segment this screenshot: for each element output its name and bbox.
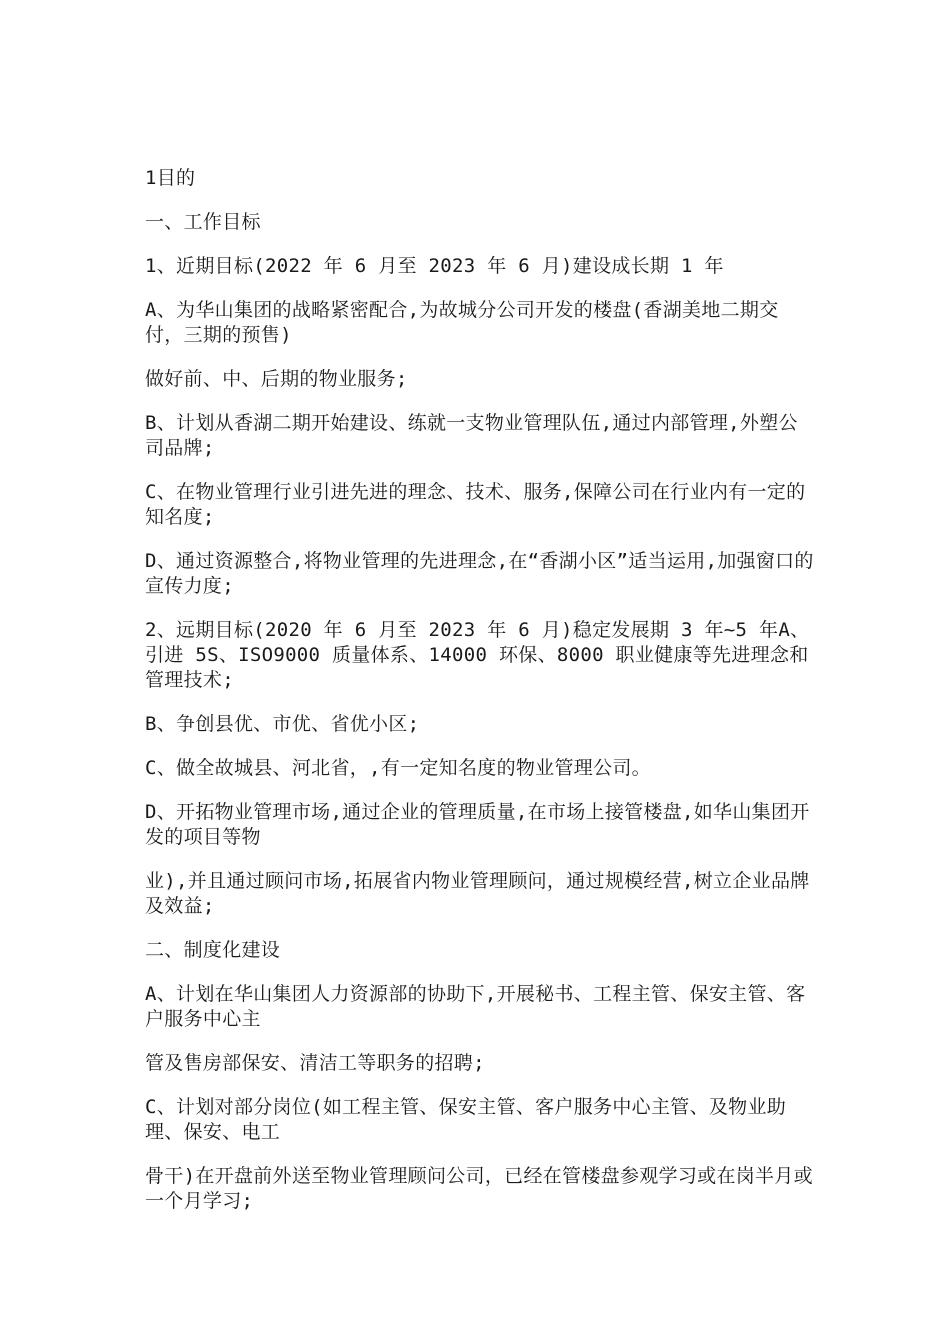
long-term-goal-paragraph: 2、远期目标(2020 年 6 月至 2023 年 6 月)稳定发展期 3 年~5 年A、引进 5S、ISO9000 质量体系、14000 环保、8000 职业健康等先进理念和管理技术; (145, 619, 810, 691)
long-term-item-b: B、争创县优、市优、省优小区; (145, 713, 420, 735)
short-term-item-b: B、计划从香湖二期开始建设、练就一支物业管理队伍,通过内部管理,外塑公司品牌; (145, 412, 798, 459)
section-heading-work-goals: 一、工作目标 (145, 211, 261, 233)
institution-item-c-continued: 骨干)在开盘前外送至物业管理顾问公司，已经在管楼盘参观学习或在岗半月或一个月学习; (145, 1165, 813, 1212)
long-term-item-c: C、做全故城县、河北省，,有一定知名度的物业管理公司。 (145, 757, 651, 779)
document-body (145, 166, 815, 1233)
long-term-item-d: D、开拓物业管理市场,通过企业的管理质量,在市场上接管楼盘,如华山集团开发的项目等物 (145, 801, 810, 848)
section-heading-institutional-building: 二、制度化建设 (145, 939, 281, 961)
institution-item-a: A、计划在华山集团人力资源部的协助下,开展秘书、工程主管、保安主管、客户服务中心主 (145, 983, 806, 1030)
short-term-item-a-continued: 做好前、中、后期的物业服务; (145, 368, 408, 390)
institution-item-a-continued: 管及售房部保安、清洁工等职务的招聘; (145, 1052, 485, 1074)
short-term-item-a: A、为华山集团的战略紧密配合,为故城分公司开发的楼盘(香湖美地二期交付，三期的预售) (145, 299, 779, 346)
short-term-item-c: C、在物业管理行业引进先进的理念、技术、服务,保障公司在行业内有一定的知名度; (145, 481, 806, 528)
long-term-item-d-continued: 业),并且通过顾问市场,拓展省内物业管理顾问，通过规模经营,树立企业品牌及效益; (145, 870, 810, 917)
institution-item-c: C、计划对部分岗位(如工程主管、保安主管、客户服务中心主管、及物业助理、保安、电工 (145, 1096, 787, 1143)
short-term-goal-heading: 1、近期目标(2022 年 6 月至 2023 年 6 月)建设成长期 1 年 (145, 255, 724, 277)
short-term-item-d: D、通过资源整合,将物业管理的先进理念,在“香湖小区”适当运用,加强窗口的宣传力度; (145, 550, 814, 597)
heading-purpose: 1目的 (145, 167, 196, 189)
